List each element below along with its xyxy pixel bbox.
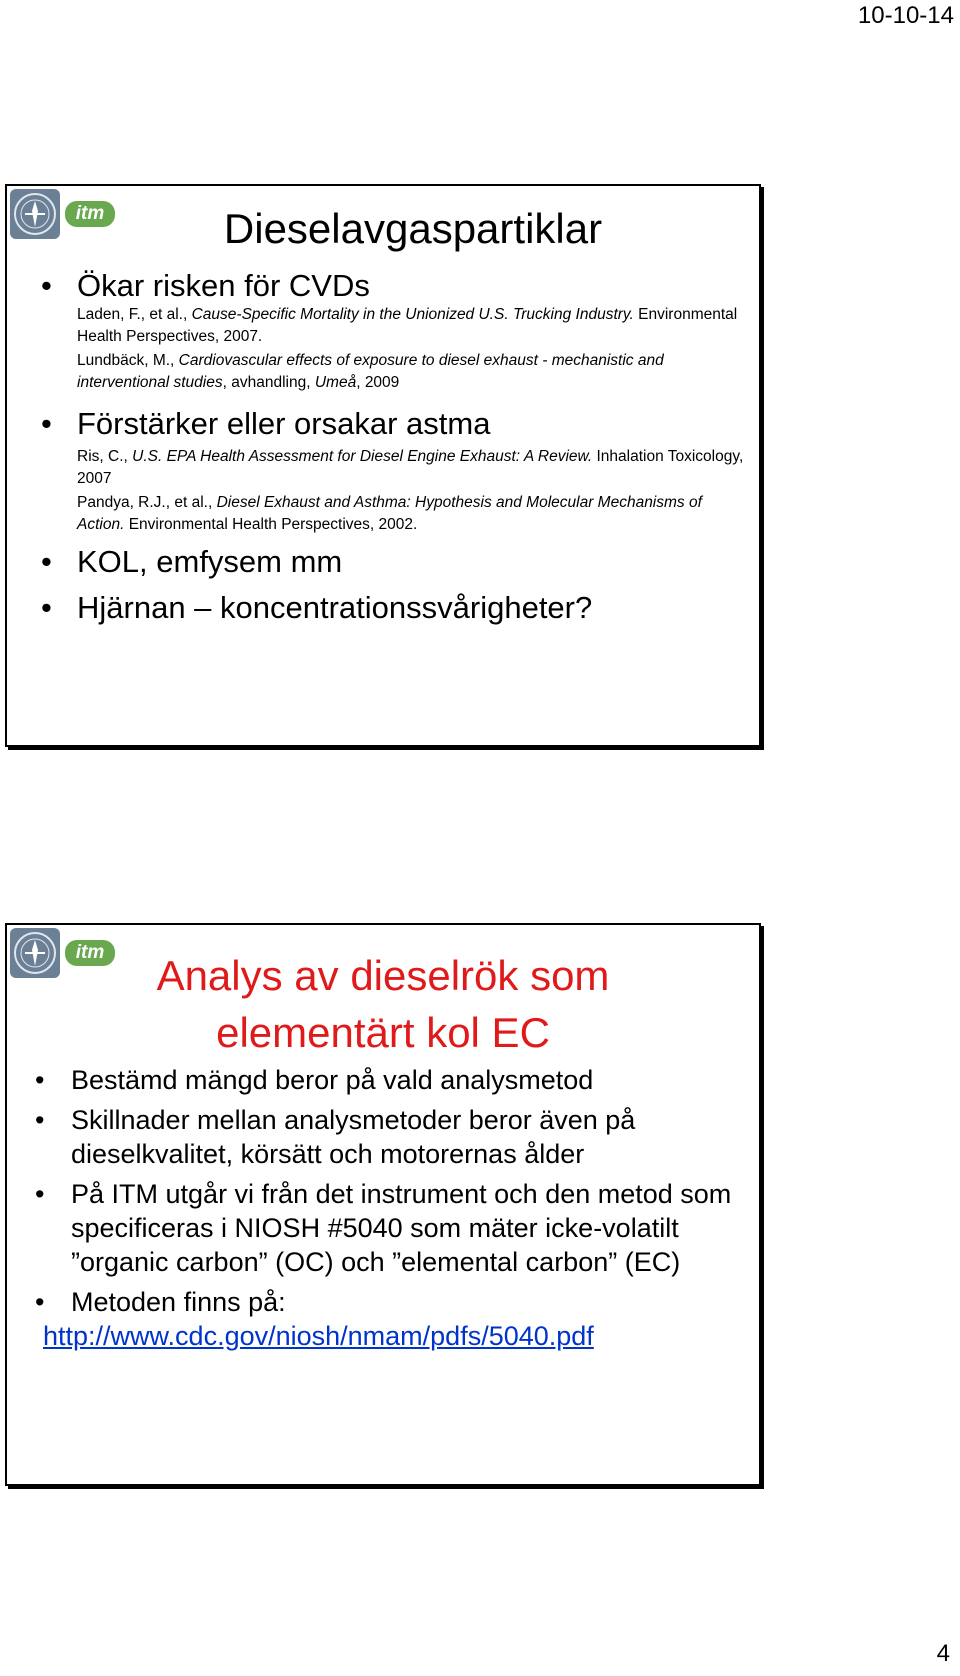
list-item	[37, 1285, 749, 1353]
list-item: • Skillnader mellan analysmetoder beror även på dieselkvalitet, körsätt och motorernas ålder	[37, 1103, 749, 1171]
slide-dieselavgaspartiklar	[5, 184, 761, 747]
list-item: • Bestämd mängd beror på vald analysmetod	[37, 1063, 749, 1097]
title-line: elementärt kol EC	[216, 1009, 550, 1056]
page-date: 10-10-14	[857, 2, 954, 29]
reference: Lundbäck, M., Cardiovascular effects of exposure to diesel exhaust - mechanistic and interventional studies, avhandling, Umeå, 2009	[77, 352, 664, 391]
slide-title	[7, 947, 759, 1061]
slide-analys-dieselrok	[5, 923, 761, 1486]
list-item	[45, 406, 749, 536]
itm-badge: itm	[65, 201, 115, 227]
bullet-text: • KOL, emfysem mm	[45, 544, 749, 580]
bullet-list	[37, 1063, 749, 1353]
bullet-text: Metoden finns på:	[71, 1287, 286, 1317]
reference: Ris, C., U.S. EPA Health Assessment for Diesel Engine Exhaust: A Review. Inhalation Toxicology, 2007	[77, 448, 744, 487]
bullet-text: • Ökar risken för CVDs	[45, 268, 749, 304]
bullet-list	[45, 268, 749, 626]
bullet-text: • Hjärnan – koncentrationssvårigheter?	[45, 590, 749, 626]
list-item	[45, 590, 749, 626]
list-item: • På ITM utgår vi från det instrument och den metod som specificeras i NIOSH #5040 som mäter icke-volatilt ”organic carbon” (OC) och ”elemental carbon” (EC)	[37, 1177, 749, 1279]
itm-badge: itm	[65, 940, 115, 966]
title-line: Analys av dieselrök som	[156, 952, 610, 999]
reference: Pandya, R.J., et al., Diesel Exhaust and Asthma: Hypothesis and Molecular Mechanisms of Action. Environmental Health Perspectives, 2002.	[77, 494, 702, 533]
reference-list	[45, 304, 749, 394]
niosh-method-link[interactable]: http://www.cdc.gov/niosh/nmam/pdfs/5040.pdf	[43, 1321, 594, 1351]
page-number: 4	[936, 1640, 950, 1667]
reference: Laden, F., et al., Cause-Specific Mortality in the Unionized U.S. Trucking Industry. Environmental Health Perspectives, 2007.	[77, 306, 738, 345]
reference-list	[45, 446, 749, 536]
bullet-text: • Förstärker eller orsakar astma	[45, 406, 749, 442]
slide-title: Dieselavgaspartiklar	[223, 205, 603, 252]
list-item	[45, 268, 749, 394]
list-item	[45, 544, 749, 580]
